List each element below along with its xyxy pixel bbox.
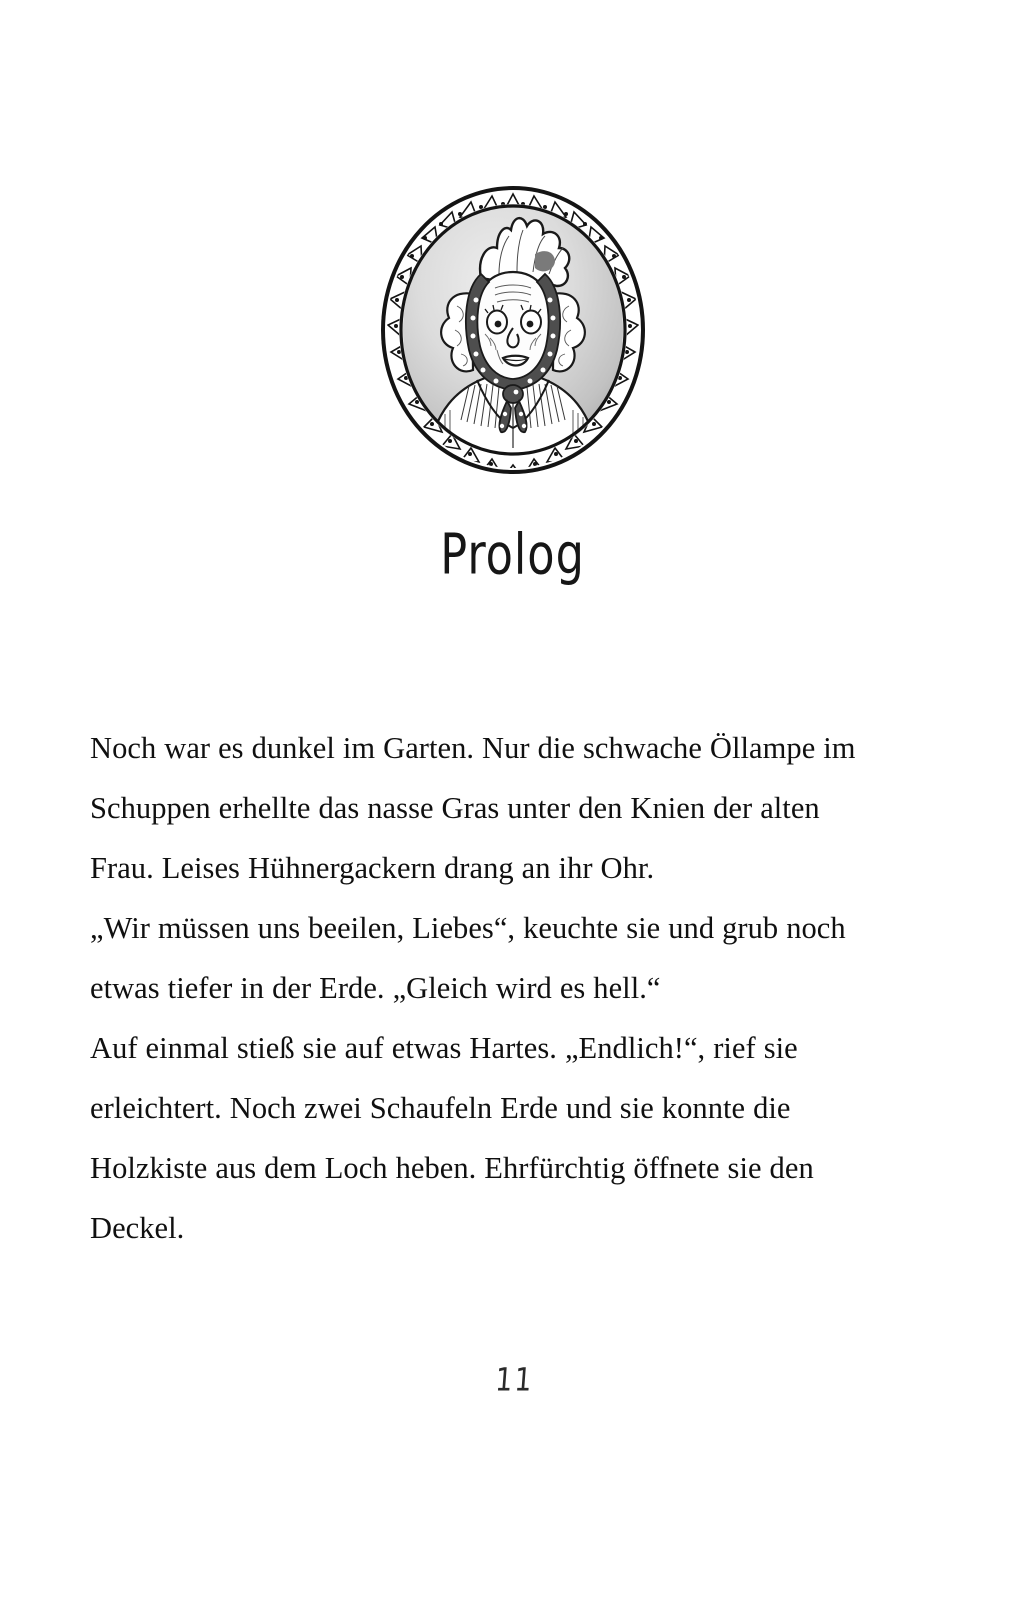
left-pupil	[495, 321, 502, 328]
oval-portrait-old-woman-icon	[377, 182, 649, 478]
right-pupil	[527, 321, 534, 328]
page-title	[0, 521, 1026, 587]
scarf-knot-dot	[514, 390, 519, 395]
body-text-block	[90, 718, 880, 1258]
paragraph-2: „Wir müssen uns beeilen, Liebes“, keuchte sie und grub noch etwas tiefer in der Erde. „Gleich wird es hell.“	[90, 911, 846, 1005]
page-number-label: 11	[493, 1362, 535, 1399]
chapter-heading-label: Prolog	[440, 521, 586, 587]
chapter-illustration	[0, 182, 1026, 482]
page-number	[0, 1362, 1026, 1399]
paragraph-1: Noch war es dunkel im Garten. Nur die schwache Öllampe im Schuppen erhellte das nasse Gras unter den Knien der alten Frau. Leises Hühnergackern drang an ihr Ohr.	[90, 731, 856, 885]
paragraph-3: Auf einmal stieß sie auf etwas Hartes. „Endlich!“, rief sie erleichtert. Noch zwei Schaufeln Erde und sie konnte die Holzkiste aus dem Loch heben. Ehrfürchtig öffnete sie den Deckel.	[90, 1031, 814, 1245]
scarf-knot	[503, 385, 523, 403]
